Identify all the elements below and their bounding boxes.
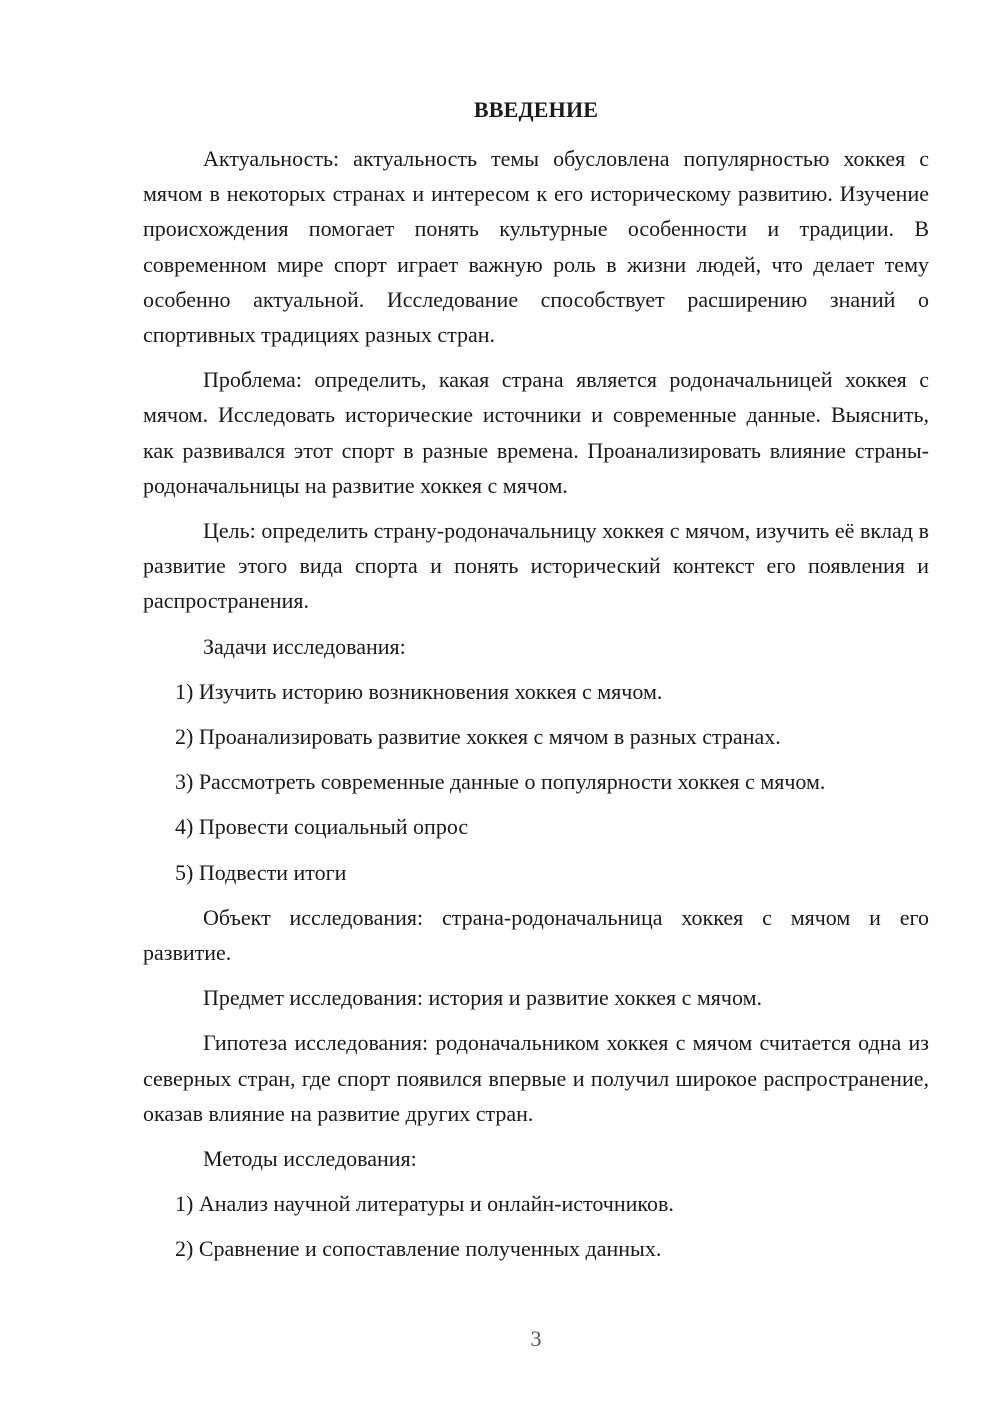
object-paragraph: Объект исследования: страна-родоначальница хоккея с мячом и его развитие.: [143, 904, 929, 966]
list-item: 2) Сравнение и сопоставление полученных данных.: [175, 1236, 662, 1262]
methods-label: Методы исследования:: [203, 1146, 417, 1172]
problem-paragraph: Проблема: определить, какая страна является родоначальницей хоккея с мячом. Исследовать исторические источники и современные данные. Выяснить, как развивался этот спорт в разные времена. Проанализировать влияние страны-родоначальницы на развитие хоккея с мячом.: [143, 367, 929, 498]
page-content: [143, 94, 929, 1267]
hypothesis-paragraph: Гипотеза исследования: родоначальником хоккея с мячом считается одна из северных стран, где спорт появился впервые и получил широкое распространение, оказав влияние на развитие других стран.: [143, 1030, 929, 1126]
list-item: 5) Подвести итоги: [175, 859, 347, 885]
list-item: 1) Изучить историю возникновения хоккея с мячом.: [175, 678, 663, 704]
subject-paragraph: Предмет исследования: история и развитие хоккея с мячом.: [203, 985, 762, 1011]
list-item: 1) Анализ научной литературы и онлайн-источников.: [175, 1191, 674, 1217]
tasks-list: [143, 674, 929, 890]
relevance-paragraph: Актуальность: актуальность темы обусловлена популярностью хоккея с мячом в некоторых странах и интересом к его историческому развитию. Изучение происхождения помогает понять культурные особенности и традиции. В современном мире спорт играет важную роль в жизни людей, что делает тему особенно актуальной. Исследование способствует расширению знаний о спортивных традициях разных стран.: [143, 146, 929, 348]
list-item: 3) Рассмотреть современные данные о популярности хоккея с мячом.: [175, 769, 826, 795]
goal-paragraph: Цель: определить страну-родоначальницу хоккея с мячом, изучить её вклад в развитие этого вида спорта и понять исторический контекст его появления и распространения.: [143, 518, 929, 614]
list-item: 2) Проанализировать развитие хоккея с мячом в разных странах.: [175, 724, 781, 750]
section-heading: ВВЕДЕНИЕ: [473, 97, 599, 122]
list-item: 4) Провести социальный опрос: [175, 814, 469, 840]
methods-list: [143, 1186, 929, 1266]
page-number: 3: [530, 1326, 542, 1351]
tasks-label: Задачи исследования:: [203, 633, 406, 659]
